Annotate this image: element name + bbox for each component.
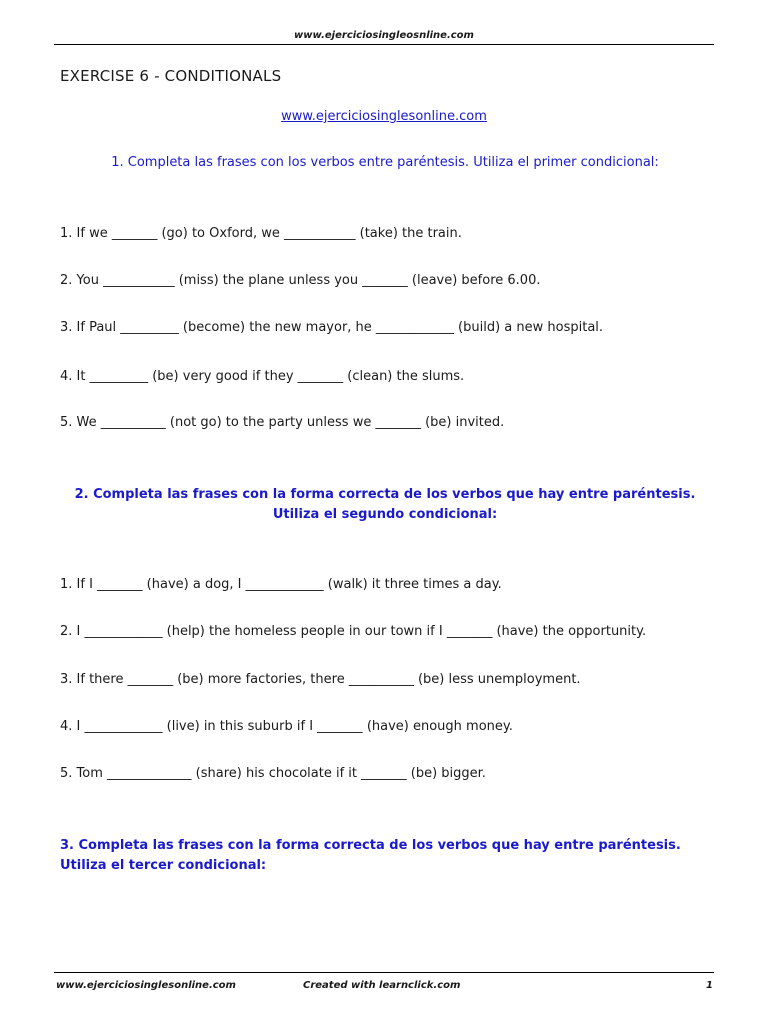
section3-instruction-line1: 3. Completa las frases con la forma correcta de los verbos que hay entre paréntesis. bbox=[60, 838, 681, 853]
section1-item-4: 4. It _________ (be) very good if they _______ (clean) the slums. bbox=[60, 369, 465, 384]
section1-item-2: 2. You ___________ (miss) the plane unless you _______ (leave) before 6.00. bbox=[60, 273, 541, 288]
page-title: EXERCISE 6 - CONDITIONALS bbox=[60, 67, 282, 85]
section2-item-4: 4. I ____________ (live) in this suburb if I _______ (have) enough money. bbox=[60, 719, 513, 734]
section1-item-1: 1. If we _______ (go) to Oxford, we ___________ (take) the train. bbox=[60, 226, 462, 241]
section1-item-5: 5. We __________ (not go) to the party unless we _______ (be) invited. bbox=[60, 415, 505, 430]
footer-created: Created with learnclick.com bbox=[303, 980, 461, 991]
section1-item-3: 3. If Paul _________ (become) the new mayor, he ____________ (build) a new hospital. bbox=[60, 320, 604, 335]
section2-item-3: 3. If there _______ (be) more factories, there __________ (be) less unemployment. bbox=[60, 672, 581, 687]
site-link[interactable]: www.ejerciciosinglesonline.com bbox=[281, 109, 487, 124]
footer-site: www.ejerciciosinglesonline.com bbox=[56, 980, 236, 991]
section2-item-1: 1. If I _______ (have) a dog, I ____________ (walk) it three times a day. bbox=[60, 577, 502, 592]
section3-instruction bbox=[60, 836, 710, 876]
section2-instruction-line1: 2. Completa las frases con la forma correcta de los verbos que hay entre paréntesis. bbox=[74, 487, 696, 502]
section3-instruction-line2: Utiliza el tercer condicional: bbox=[60, 858, 267, 873]
header-rule bbox=[54, 44, 714, 45]
section1-instruction: 1. Completa las frases con los verbos entre paréntesis. Utiliza el primer condicional: bbox=[111, 155, 659, 170]
section2-item-2: 2. I ____________ (help) the homeless people in our town if I _______ (have) the opportunity. bbox=[60, 624, 647, 639]
section2-item-5: 5. Tom _____________ (share) his chocolate if it _______ (be) bigger. bbox=[60, 766, 486, 781]
section2-instruction bbox=[60, 485, 710, 525]
section2-instruction-line2: Utiliza el segundo condicional: bbox=[272, 507, 498, 522]
footer-page-number: 1 bbox=[706, 980, 713, 991]
footer-rule bbox=[54, 972, 714, 973]
header-site: www.ejerciciosingleosnline.com bbox=[294, 30, 474, 41]
